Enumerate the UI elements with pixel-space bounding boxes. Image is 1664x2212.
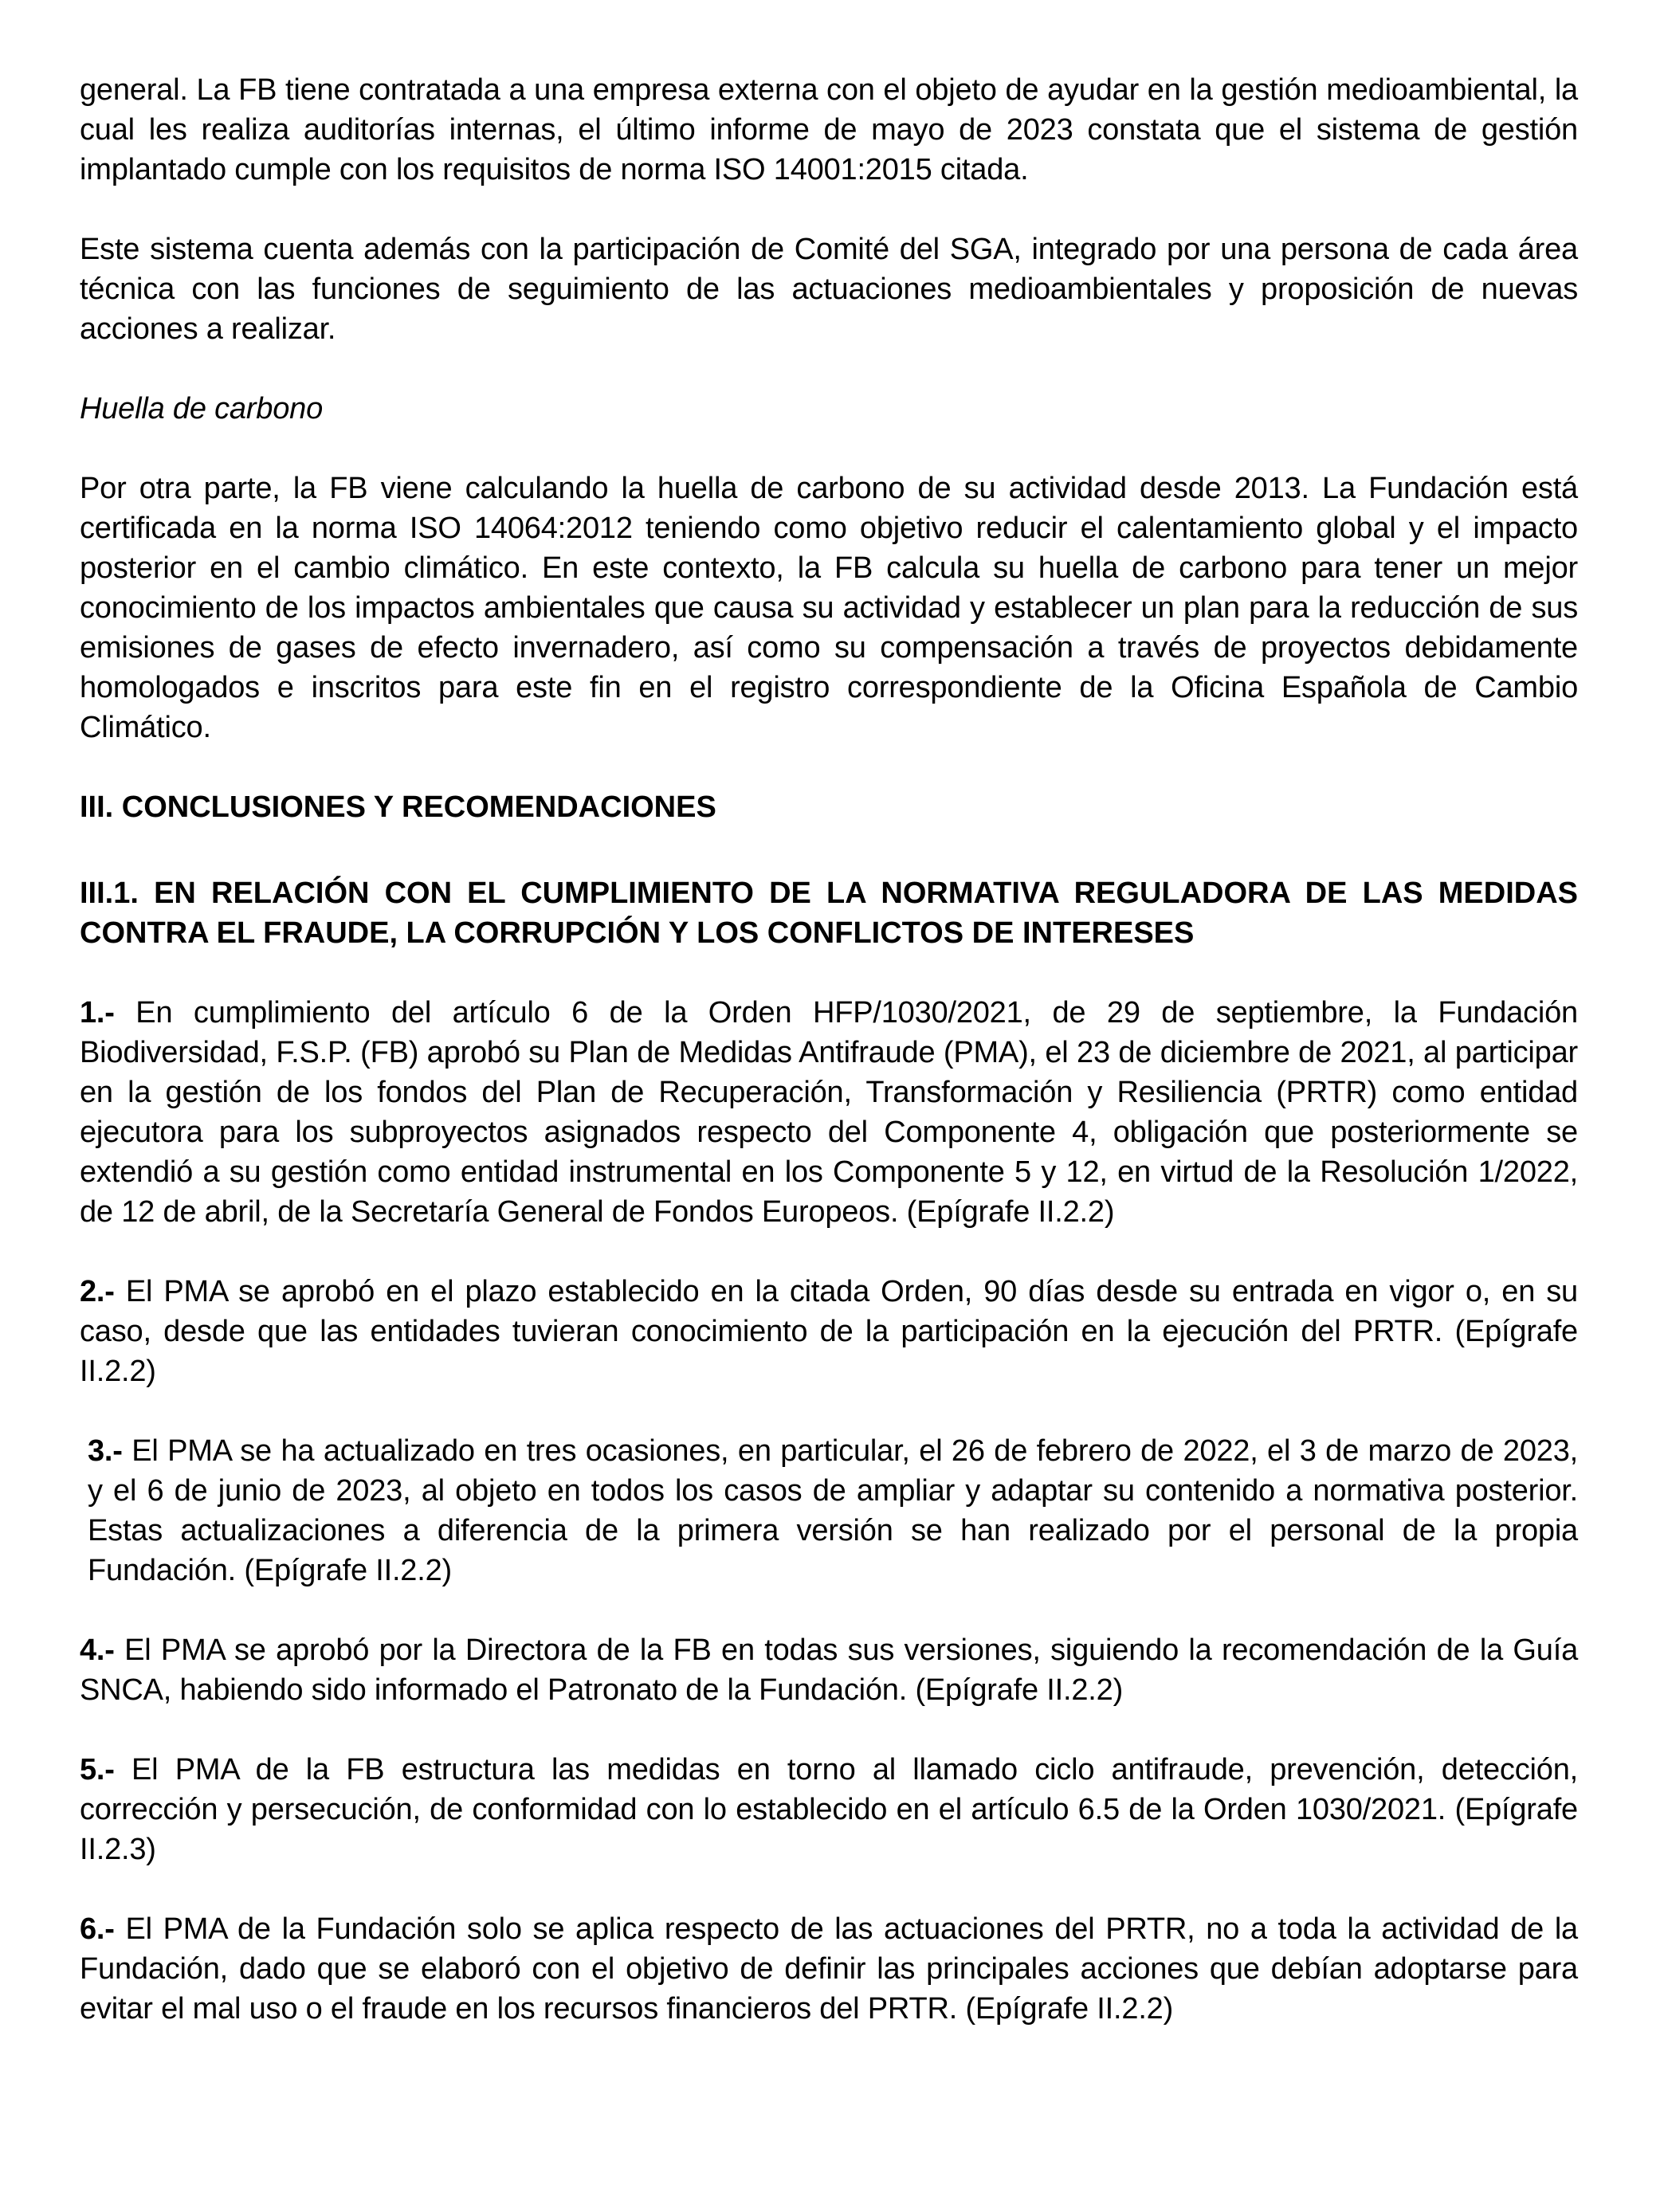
- paragraph-sga-committee: Este sistema cuenta además con la participación de Comité del SGA, integrado por una persona de cada área técnica con las funciones de seguimiento de las actuaciones medioambientales y proposición de nuevas acciones a realizar.: [80, 233, 1578, 346]
- conclusion-text: El PMA se aprobó por la Directora de la FB en todas sus versiones, siguiendo la recomendación de la Guía SNCA, habiendo sido informado el Patronato de la Fundación. (Epígrafe II.2.2): [80, 1634, 1578, 1707]
- document-page: [80, 70, 1578, 2069]
- conclusion-item-1: [80, 993, 1578, 1232]
- conclusion-number: 2.-: [80, 1275, 115, 1308]
- conclusion-item-3: [80, 1431, 1578, 1590]
- conclusion-text: En cumplimiento del artículo 6 de la Orden HFP/1030/2021, de 29 de septiembre, la Fundación Biodiversidad, F.S.P. (FB) aprobó su Plan de Medidas Antifraude (PMA), el 23 de diciembre de 2021, al participar en la gestión de los fondos del Plan de Recuperación, Transformación y Resiliencia (PRTR) como entidad ejecutora para los subproyectos asignados respecto del Componente 4, obligación que posteriormente se extendió a su gestión como entidad instrumental en los Componente 5 y 12, en virtud de la Resolución 1/2022, de 12 de abril, de la Secretaría General de Fondos Europeos. (Epígrafe II.2.2): [80, 996, 1578, 1229]
- paragraph-carbon-footprint: Por otra parte, la FB viene calculando la huella de carbono de su actividad desde 2013. La Fundación está certificada en la norma ISO 14064:2012 teniendo como objetivo reducir el calentamiento global y el impacto posterior en el cambio climático. En este contexto, la FB calcula su huella de carbono para tener un mejor conocimiento de los impactos ambientales que causa su actividad y establecer un plan para la reducción de sus emisiones de gases de efecto invernadero, así como su compensación a través de proyectos debidamente homologados e inscritos para este fin en el registro correspondiente de la Oficina Española de Cambio Climático.: [80, 472, 1578, 744]
- paragraph-environmental-management: general. La FB tiene contratada a una empresa externa con el objeto de ayudar en la gestión medioambiental, la cual les realiza auditorías internas, el último informe de mayo de 2023 constata que el sistema de gestión implantado cumple con los requisitos de norma ISO 14001:2015 citada.: [80, 73, 1578, 186]
- conclusion-item-2: [80, 1272, 1578, 1391]
- subheading-carbon-footprint: Huella de carbono: [80, 392, 324, 426]
- conclusion-number: 5.-: [80, 1753, 115, 1786]
- subsection-heading-fraud-measures: III.1. EN RELACIÓN CON EL CUMPLIMIENTO DE LA NORMATIVA REGULADORA DE LAS MEDIDAS CONTRA EL FRAUDE, LA CORRUPCIÓN Y LOS CONFLICTOS DE INTERESES: [80, 877, 1578, 950]
- conclusion-number: 6.-: [80, 1912, 115, 1946]
- conclusion-number: 4.-: [80, 1634, 115, 1667]
- conclusion-text: El PMA se aprobó en el plazo establecido en la citada Orden, 90 días desde su entrada en vigor o, en su caso, desde que las entidades tuvieran conocimiento de la participación en la ejecución del PRTR. (Epígrafe II.2.2): [80, 1275, 1578, 1388]
- conclusion-item-4: [80, 1630, 1578, 1710]
- conclusion-number: 1.-: [80, 996, 115, 1030]
- conclusion-text: El PMA de la Fundación solo se aplica respecto de las actuaciones del PRTR, no a toda la actividad de la Fundación, dado que se elaboró con el objetivo de definir las principales acciones que debían adoptarse para evitar el mal uso o el fraude en los recursos financieros del PRTR. (Epígrafe II.2.2): [80, 1912, 1578, 2026]
- conclusion-text: El PMA se ha actualizado en tres ocasiones, en particular, el 26 de febrero de 2022, el 3 de marzo de 2023, y el 6 de junio de 2023, al objeto en todos los casos de ampliar y adaptar su contenido a normativa posterior. Estas actualizaciones a diferencia de la primera versión se han realizado por el personal de la propia Fundación. (Epígrafe II.2.2): [88, 1434, 1578, 1587]
- conclusion-number: 3.-: [88, 1434, 123, 1468]
- conclusion-item-6: [80, 1909, 1578, 2029]
- section-heading-conclusions: III. CONCLUSIONES Y RECOMENDACIONES: [80, 790, 716, 824]
- conclusion-text: El PMA de la FB estructura las medidas en torno al llamado ciclo antifraude, prevención, detección, corrección y persecución, de conformidad con lo establecido en el artículo 6.5 de la Orden 1030/2021. (Epígrafe II.2.3): [80, 1753, 1578, 1866]
- conclusion-item-5: [80, 1750, 1578, 1869]
